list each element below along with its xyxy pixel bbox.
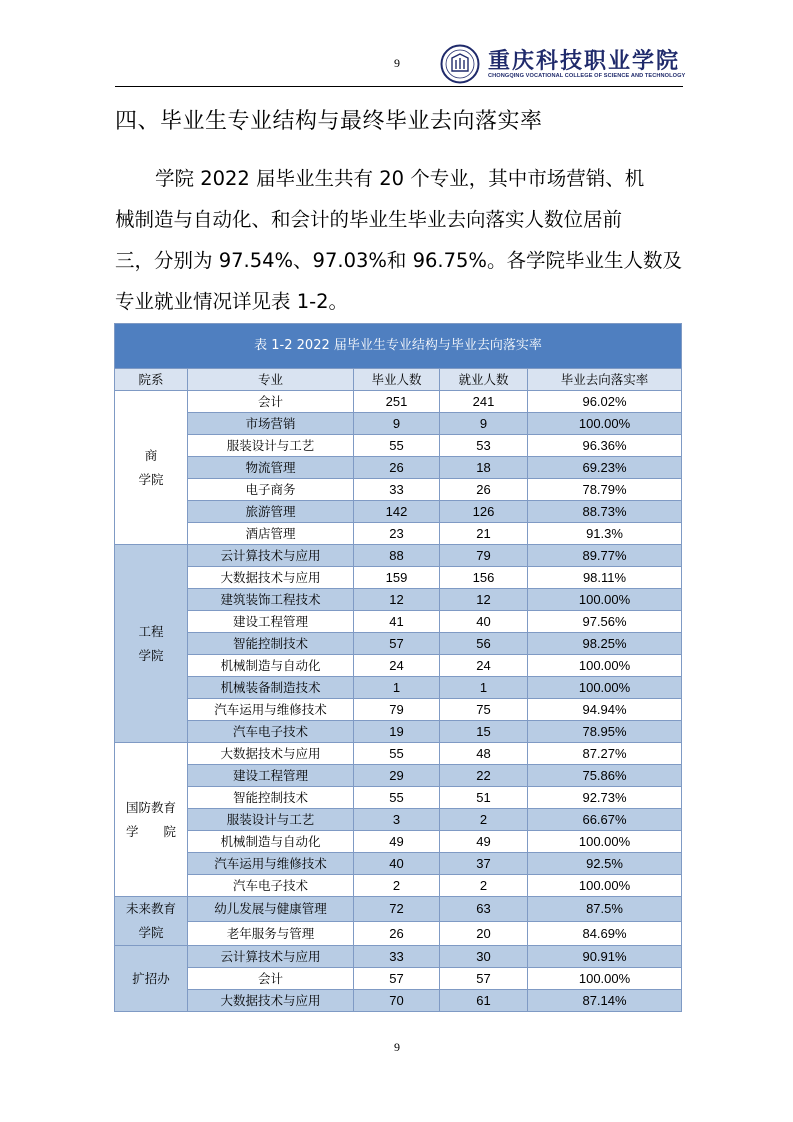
employed-cell: 24 [440, 655, 528, 677]
major-cell: 建设工程管理 [188, 765, 354, 787]
major-cell: 幼儿发展与健康管理 [188, 897, 354, 922]
graduates-cell: 33 [354, 946, 440, 968]
table-row [115, 743, 682, 765]
major-cell: 建筑装饰工程技术 [188, 589, 354, 611]
major-cell: 汽车电子技术 [188, 875, 354, 897]
header-divider [115, 86, 683, 87]
major-cell: 智能控制技术 [188, 787, 354, 809]
graduates-cell: 9 [354, 413, 440, 435]
graduates-cell: 79 [354, 699, 440, 721]
rate-cell: 88.73% [528, 501, 682, 523]
column-header-college: 院系 [115, 369, 188, 391]
major-cell: 大数据技术与应用 [188, 743, 354, 765]
employed-cell: 61 [440, 990, 528, 1012]
rate-cell: 100.00% [528, 413, 682, 435]
rate-cell: 94.94% [528, 699, 682, 721]
employed-cell: 63 [440, 897, 528, 922]
rate-cell: 91.3% [528, 523, 682, 545]
rate-cell: 75.86% [528, 765, 682, 787]
paragraph-line: 专业就业情况详见表 1-2。 [115, 290, 349, 313]
table-body [115, 391, 682, 1012]
employed-cell: 53 [440, 435, 528, 457]
table-row [115, 435, 682, 457]
table-row [115, 457, 682, 479]
graduates-cell: 26 [354, 921, 440, 946]
table-row [115, 501, 682, 523]
rate-cell: 87.5% [528, 897, 682, 922]
major-cell: 机械制造与自动化 [188, 831, 354, 853]
employed-cell: 30 [440, 946, 528, 968]
major-cell: 电子商务 [188, 479, 354, 501]
employed-cell: 2 [440, 875, 528, 897]
header-page-number: 9 [394, 56, 400, 70]
employed-cell: 48 [440, 743, 528, 765]
college-name-line: 学院 [138, 925, 164, 940]
employed-cell: 22 [440, 765, 528, 787]
college-name-line: 扩招办 [132, 970, 170, 986]
rate-cell: 100.00% [528, 968, 682, 990]
rate-cell: 97.56% [528, 611, 682, 633]
school-name-english: CHONGQING VOCATIONAL COLLEGE OF SCIENCE AND TECHNOLOGY [488, 73, 686, 79]
table-row [115, 831, 682, 853]
employed-cell: 26 [440, 479, 528, 501]
paragraph-line: 械制造与自动化、和会计的毕业生毕业去向落实人数位居前 [115, 208, 623, 231]
rate-cell: 66.67% [528, 809, 682, 831]
major-cell: 汽车运用与维修技术 [188, 853, 354, 875]
graduates-cell: 159 [354, 567, 440, 589]
rate-cell: 69.23% [528, 457, 682, 479]
graduates-cell: 72 [354, 897, 440, 922]
major-cell: 汽车运用与维修技术 [188, 699, 354, 721]
rate-cell: 96.02% [528, 391, 682, 413]
paragraph-line: 三，分别为 97.54%、97.03%和 96.75%。各学院毕业生人数及 [115, 249, 682, 272]
graduates-cell: 12 [354, 589, 440, 611]
employed-cell: 37 [440, 853, 528, 875]
table-row [115, 391, 682, 413]
rate-cell: 96.36% [528, 435, 682, 457]
graduates-cell: 142 [354, 501, 440, 523]
major-cell: 老年服务与管理 [188, 921, 354, 946]
graduates-cell: 41 [354, 611, 440, 633]
graduates-cell: 57 [354, 633, 440, 655]
table-row [115, 479, 682, 501]
rate-cell: 84.69% [528, 921, 682, 946]
column-header-rate: 毕业去向落实率 [528, 369, 682, 391]
table-row [115, 589, 682, 611]
graduates-cell: 29 [354, 765, 440, 787]
rate-cell: 100.00% [528, 831, 682, 853]
major-cell: 旅游管理 [188, 501, 354, 523]
paragraph-line: 学院 2022 届毕业生共有 20 个专业，其中市场营销、机 [155, 167, 645, 190]
table-row [115, 787, 682, 809]
graduates-cell: 55 [354, 743, 440, 765]
section-title: 四、毕业生专业结构与最终毕业去向落实率 [115, 109, 543, 134]
rate-cell: 100.00% [528, 589, 682, 611]
college-cell [115, 946, 188, 1012]
table-row [115, 523, 682, 545]
major-cell: 大数据技术与应用 [188, 567, 354, 589]
table-caption: 表 1-2 2022 届毕业生专业结构与毕业去向落实率 [115, 324, 682, 369]
footer-page-number: 9 [394, 1040, 400, 1054]
rate-cell: 98.11% [528, 567, 682, 589]
table-row [115, 853, 682, 875]
major-cell: 建设工程管理 [188, 611, 354, 633]
employed-cell: 12 [440, 589, 528, 611]
major-cell: 大数据技术与应用 [188, 990, 354, 1012]
employed-cell: 75 [440, 699, 528, 721]
employed-cell: 40 [440, 611, 528, 633]
table-row [115, 611, 682, 633]
table-row [115, 721, 682, 743]
school-logo [440, 44, 686, 86]
intro-paragraph [115, 158, 682, 322]
graduates-cell: 23 [354, 523, 440, 545]
graduates-cell: 2 [354, 875, 440, 897]
college-cell [115, 391, 188, 545]
major-cell: 云计算技术与应用 [188, 545, 354, 567]
graduates-cell: 251 [354, 391, 440, 413]
graduates-cell: 55 [354, 435, 440, 457]
rate-cell: 90.91% [528, 946, 682, 968]
major-cell: 市场营销 [188, 413, 354, 435]
column-header-employed: 就业人数 [440, 369, 528, 391]
employed-cell: 1 [440, 677, 528, 699]
college-name-line: 工程 [138, 623, 164, 639]
major-cell: 机械制造与自动化 [188, 655, 354, 677]
major-cell: 智能控制技术 [188, 633, 354, 655]
graduates-cell: 24 [354, 655, 440, 677]
college-cell [115, 545, 188, 743]
major-cell: 服装设计与工艺 [188, 435, 354, 457]
table-row [115, 990, 682, 1012]
employed-cell: 21 [440, 523, 528, 545]
rate-cell: 87.14% [528, 990, 682, 1012]
school-seal-icon [440, 44, 480, 84]
college-name-line: 商 [144, 447, 158, 463]
table-row [115, 567, 682, 589]
rate-cell: 92.73% [528, 787, 682, 809]
college-cell [115, 743, 188, 897]
college-name-line: 未来教育 [125, 901, 176, 916]
column-header-graduates: 毕业人数 [354, 369, 440, 391]
table-row [115, 875, 682, 897]
rate-cell: 89.77% [528, 545, 682, 567]
rate-cell: 100.00% [528, 655, 682, 677]
employed-cell: 49 [440, 831, 528, 853]
table-row [115, 413, 682, 435]
employed-cell: 79 [440, 545, 528, 567]
college-name-line: 国防教育 [125, 799, 176, 815]
rate-cell: 78.95% [528, 721, 682, 743]
table-row [115, 699, 682, 721]
employed-cell: 126 [440, 501, 528, 523]
college-cell [115, 897, 188, 946]
employed-cell: 57 [440, 968, 528, 990]
employed-cell: 156 [440, 567, 528, 589]
graduates-cell: 19 [354, 721, 440, 743]
major-cell: 机械装备制造技术 [188, 677, 354, 699]
table-row [115, 655, 682, 677]
table-row [115, 765, 682, 787]
employed-cell: 9 [440, 413, 528, 435]
college-name-line: 学院 [138, 647, 164, 663]
rate-cell: 100.00% [528, 677, 682, 699]
column-header-major: 专业 [188, 369, 354, 391]
employed-cell: 2 [440, 809, 528, 831]
employed-cell: 18 [440, 457, 528, 479]
major-cell: 会计 [188, 391, 354, 413]
employed-cell: 20 [440, 921, 528, 946]
table-row [115, 545, 682, 567]
employed-cell: 51 [440, 787, 528, 809]
college-name-line: 学院 [138, 471, 164, 487]
major-cell: 云计算技术与应用 [188, 946, 354, 968]
table-row [115, 809, 682, 831]
table-row [115, 968, 682, 990]
table-row [115, 677, 682, 699]
graduates-cell: 26 [354, 457, 440, 479]
table-row [115, 897, 682, 922]
table-row [115, 946, 682, 968]
rate-cell: 87.27% [528, 743, 682, 765]
rate-cell: 100.00% [528, 875, 682, 897]
table-row [115, 921, 682, 946]
major-cell: 物流管理 [188, 457, 354, 479]
graduates-cell: 40 [354, 853, 440, 875]
graduates-cell: 88 [354, 545, 440, 567]
employed-cell: 241 [440, 391, 528, 413]
major-cell: 酒店管理 [188, 523, 354, 545]
major-cell: 汽车电子技术 [188, 721, 354, 743]
employed-cell: 15 [440, 721, 528, 743]
graduates-cell: 33 [354, 479, 440, 501]
college-name-line: 学 院 [125, 823, 176, 839]
graduates-cell: 49 [354, 831, 440, 853]
major-cell: 服装设计与工艺 [188, 809, 354, 831]
major-cell: 会计 [188, 968, 354, 990]
rate-cell: 98.25% [528, 633, 682, 655]
graduates-cell: 3 [354, 809, 440, 831]
graduates-cell: 70 [354, 990, 440, 1012]
rate-cell: 78.79% [528, 479, 682, 501]
table-row [115, 633, 682, 655]
rate-cell: 92.5% [528, 853, 682, 875]
major-structure-table [114, 323, 682, 1012]
employed-cell: 56 [440, 633, 528, 655]
graduates-cell: 55 [354, 787, 440, 809]
graduates-cell: 1 [354, 677, 440, 699]
school-name: 重庆科技职业学院 [488, 48, 681, 74]
graduates-cell: 57 [354, 968, 440, 990]
